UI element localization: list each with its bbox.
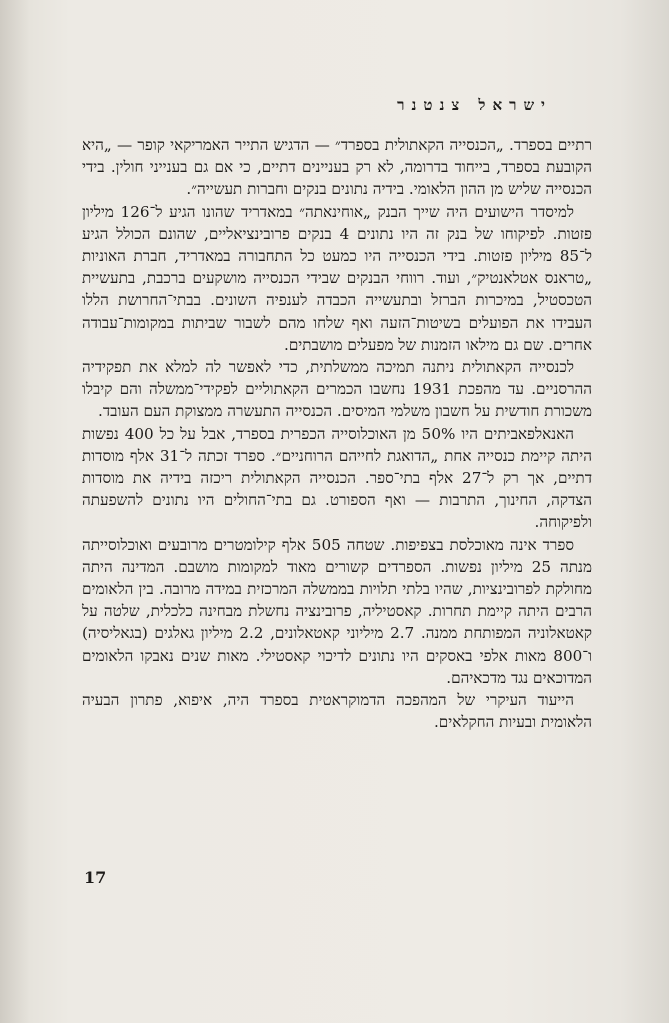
paragraph: הייעוד העיקרי של המהפכה הדמוקראטית בספרד היה, איפוא, פתרון הבעיה הלאומית ובעיות החקלאים. [82,691,592,732]
paragraph: לכנסייה הקאתולית ניתנה תמיכה ממשלתית, כדי לאפשר לה למלא את תפקידיה ההרסניים. עד מהפכת 1931 נחשבו הכמרים הקאתוליים לפקידי־ממשלה והם קיבלו משכורת חודשית על חשבון משלמי המיסים. הכנסייה התעשרה ממצוקת העם העובד. [82,358,592,421]
body-text [82,134,592,733]
paragraph: רתיים בספרד. „הכנסייה הקאתולית בספרד״ — הדגיש התייר האמריקאי קופר — „היא הקובעת בספרד, בייחוד בדרומה, לא רק בעניינים דתיים, כי אם גם בענייני חולין. בידי הכנסייה שליש מן ההון הלאומי. בידיה נתונים בנקים וחברות תעשייה״. [82,136,592,199]
paragraph: ספרד אינה מאוכלסת בצפיפות. שטחה 505 אלף קילומטרים מרובעים ואוכלוסייתה מנתה 25 מיליון נפשות. הספרדים קשורים מאוד למקומות מושבם. המדינה היתה מחולקת לפרובינציות, שהיו בלתי תלויות בממשלה המרכזית במידה מרובה. בין הלאומים הרבים היתה קיימת תחרות. קאסטיליה, פרובינציה נחשלת מבחינה כלכלית, שלטה על קאטאלוניה המפותחת ממנה. 2.7 מיליוני קאטאלונים, 2.2 מיליון גאלגים (בגאליסיה) ו־800 מאות אלפי באסקים היו נתונים לדיכוי קאסטילי. מאות שנים נאבקו הלאומים המדוכאים נגד מדכאיהם. [82,535,592,687]
page-number: 17 [84,868,107,887]
running-header: ישראל צנטנר [397,96,552,114]
paragraph: האנאלפאביתים היו 50% מן האוכלוסייה הכפרית בספרד, אבל על כל 400 נפשות היתה קיימת כנסייה אחת „הדואגת לחייהם הרוחניים״. ספרד זכתה ל־31 אלף מוסדות דתיים, אך רק ל־27 אלף בתי־ספר. הכנסייה הקאתולית ריכזה בידיה את מוסדות הצדקה, החינוך, התרבות — ואף הספורט. גם בתי־החולים היו נתונים להשפעתה ולפיקוחה. [82,424,592,532]
paragraph: למיסדר הישועים היה שייך הבנק „אוחינאתה״ במאדריד שהונו הגיע ל־126 מיליון פזטות. לפיקוחו של בנק זה היו נתונים 4 בנקים פרובינציאליים, שהונם הכולל הגיע ל־85 מיליון פזטות. בידי הכנסייה היו כמעט כל התחבורה במאדריד, חברת האוניות „טראנס אטלאנטיק״, ועוד. רווחי הבנקים שבידי הכנסייה מושקעים ברכבת, בתעשיית הטכסטיל, במיכרות הברזל ובתעשייה הכבדה לענפיה השונים. בבתי־החרושת הללו העבידו את הפועלים בשיטות־הזעה ואף שלחו מהם לשבור שביתות במקומות־עבודה אחרים. שם גם מילאו הזמנות של מפעלים מושבתים. [82,202,592,354]
